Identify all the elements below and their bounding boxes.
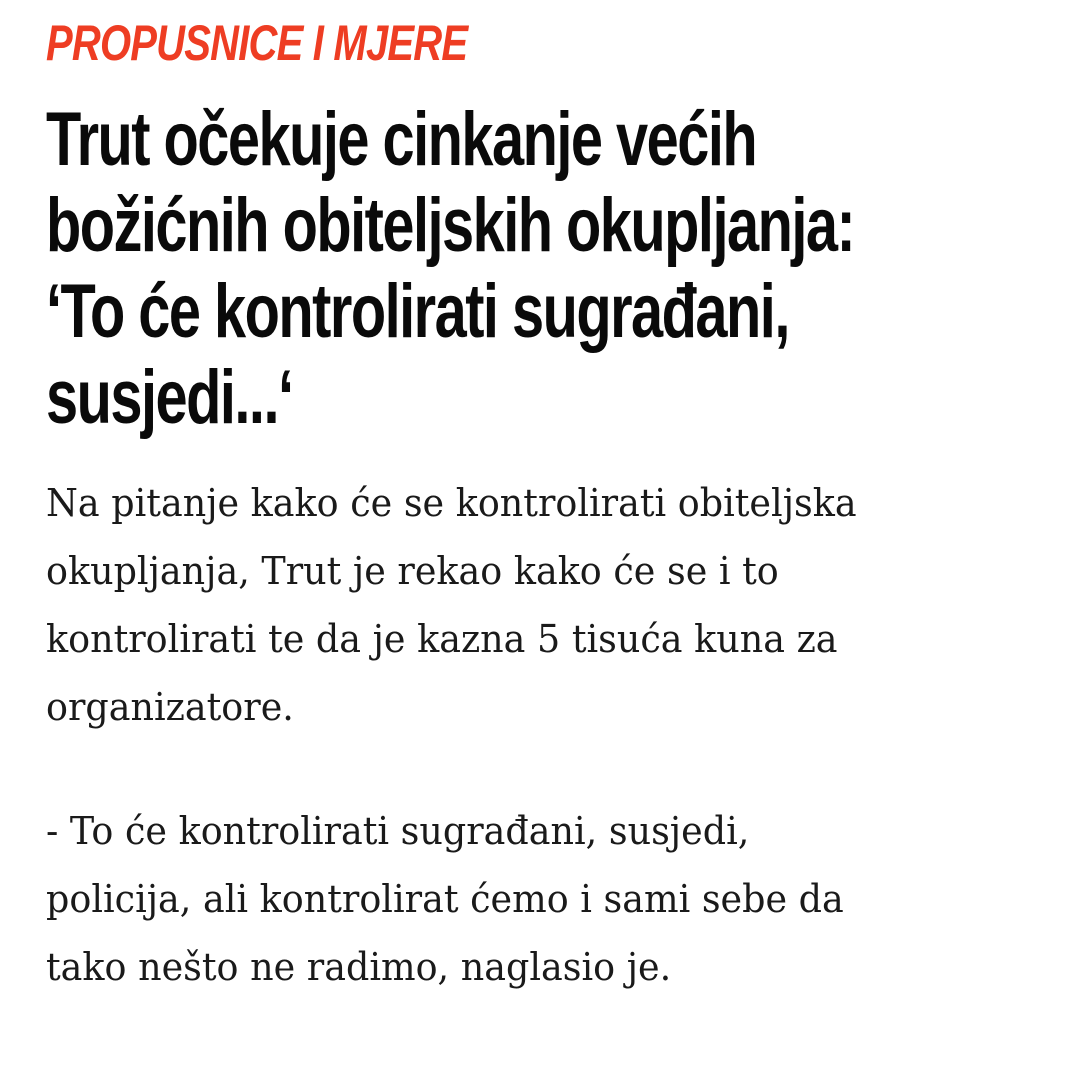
- body-paragraph-2: [46, 797, 1056, 1001]
- headline-line: susjedi...‘: [46, 355, 293, 440]
- article: [46, 0, 1056, 1001]
- paragraph-line: Na pitanje kako će se kontrolirati obiteljska: [46, 481, 857, 525]
- paragraph-line: kontrolirati te da je kazna 5 tisuća kuna za: [46, 617, 838, 661]
- headline-line: Trut očekuje cinkanje većih: [46, 97, 757, 182]
- section-kicker[interactable]: PROPUSNICE I MJERE: [46, 15, 468, 71]
- headline-line: ‘To će kontrolirati sugrađani,: [46, 269, 789, 354]
- paragraph-line: tako nešto ne radimo, naglasio je.: [46, 945, 672, 989]
- paragraph-line: policija, ali kontrolirat ćemo i sami sebe da: [46, 877, 844, 921]
- paragraph-line: okupljanja, Trut je rekao kako će se i to: [46, 549, 779, 593]
- body-paragraph-1: [46, 469, 1056, 741]
- headline-line: božićnih obiteljskih okupljanja:: [46, 183, 855, 268]
- article-headline: [46, 97, 1056, 441]
- paragraph-line: organizatore.: [46, 685, 294, 729]
- paragraph-line: - To će kontrolirati sugrađani, susjedi,: [46, 809, 750, 853]
